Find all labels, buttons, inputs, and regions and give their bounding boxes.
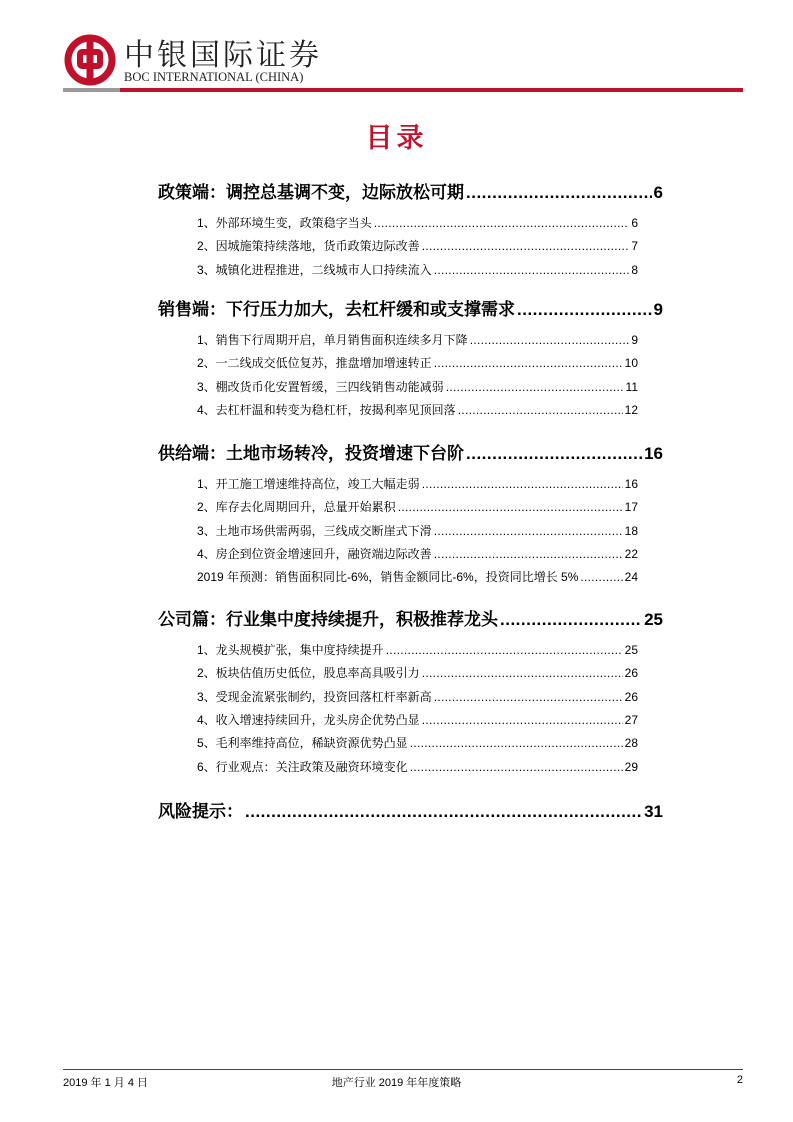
dot-leader [434, 690, 623, 704]
footer-doc-title: 地产行业 2019 年年度策略 [331, 1077, 462, 1089]
toc-subsection[interactable] [197, 378, 638, 395]
footer-rule [63, 1069, 743, 1070]
dot-leader [410, 736, 623, 750]
dot-leader [434, 356, 623, 370]
toc-entry-page: 9 [653, 300, 663, 319]
toc-section[interactable] [158, 439, 663, 464]
dot-leader [422, 666, 623, 680]
toc-entry-label: 供给端：土地市场转冷，投资增速下台阶 [158, 444, 464, 463]
dot-leader [466, 444, 642, 464]
toc-subsection[interactable] [197, 214, 638, 231]
dot-leader [500, 610, 642, 630]
dot-leader [580, 570, 622, 584]
toc-subsection[interactable] [197, 688, 638, 705]
toc-entry-label: 2、因城施策持续落地，货币政策边际改善 [197, 239, 420, 254]
toc-entry-label: 1、销售下行周期开启，单月销售面积连续多月下降 [197, 333, 468, 347]
dot-leader [434, 524, 623, 538]
footer-date: 2019 年 1 月 4 日 [63, 1077, 148, 1089]
dot-leader [422, 477, 623, 491]
dot-leader [517, 300, 652, 320]
toc-entry-page: 8 [631, 262, 638, 277]
toc-entry-label: 1、龙头规模扩张，集中度持续提升 [197, 643, 384, 657]
toc-subsection[interactable] [197, 545, 638, 562]
toc-section[interactable] [158, 605, 663, 630]
dot-leader [422, 713, 623, 727]
toc-entry-page: 26 [624, 689, 638, 704]
toc-subsection[interactable] [197, 261, 638, 278]
toc-entry-label: 4、去杠杆温和转变为稳杠杆，按揭利率见顶回落 [197, 402, 456, 417]
toc-entry-label: 3、城镇化进程推进，二线城市人口持续流入 [197, 262, 432, 277]
dot-leader [446, 380, 624, 394]
dot-leader [386, 643, 623, 657]
toc-section[interactable] [158, 797, 663, 822]
dot-leader [245, 802, 642, 822]
dot-leader [374, 216, 630, 230]
toc-entry-label: 1、外部环境生变，政策稳字当头 [197, 216, 372, 230]
toc-entry-page: 22 [624, 546, 638, 561]
dot-leader [434, 263, 630, 277]
toc-entry-label: 政策端：调控总基调不变，边际放松可期 [158, 183, 464, 202]
toc-entry-page: 16 [624, 477, 638, 491]
toc-entry-page: 16 [644, 444, 663, 463]
toc-entry-label: 销售端：下行压力加大，去杠杆缓和或支撑需求 [158, 300, 515, 319]
toc-entry-label: 公司篇：行业集中度持续提升，积极推荐龙头 [158, 610, 498, 629]
dot-leader [422, 239, 630, 253]
toc-entry-page: 6 [631, 216, 638, 230]
brand-name-cn: 中银国际证券 [124, 38, 322, 73]
toc-entry-label: 1、开工施工增速维持高位，竣工大幅走弱 [197, 477, 420, 491]
toc-entry-label: 风险提示： [158, 802, 243, 821]
brand-name-en: BOC INTERNATIONAL (CHINA) [124, 70, 304, 84]
toc-entry-page: 9 [631, 333, 638, 347]
toc-subsection[interactable] [197, 641, 638, 658]
toc-entry-page: 12 [624, 402, 638, 417]
toc-entry-label: 3、棚改货币化安置暂缓，三四线销售动能减弱 [197, 379, 444, 394]
toc-entry-label: 2、板块估值历史低位，股息率高具吸引力 [197, 666, 420, 681]
toc-entry-label: 2、库存去化周期回升，总量开始累积 [197, 500, 396, 515]
toc-entry-page: 29 [624, 759, 638, 774]
toc-title: 目录 [365, 123, 428, 153]
toc-entry-label: 6、行业观点：关注政策及融资环境变化 [197, 759, 408, 774]
toc-subsection[interactable] [197, 354, 638, 371]
dot-leader [466, 183, 652, 203]
toc-entry-label: 5、毛利率维持高位，稀缺资源优势凸显 [197, 736, 408, 751]
toc-subsection[interactable] [197, 401, 638, 418]
toc-subsection[interactable] [197, 734, 638, 751]
toc-subsection[interactable] [197, 568, 638, 585]
dot-leader [398, 500, 623, 514]
toc-section[interactable] [158, 178, 663, 203]
toc-subsection[interactable] [197, 475, 638, 492]
toc-entry-page: 17 [624, 500, 638, 515]
toc-subsection[interactable] [197, 711, 638, 728]
toc-subsection[interactable] [197, 498, 638, 515]
toc-subsection[interactable] [197, 758, 638, 775]
toc-entry-page: 7 [631, 239, 638, 254]
dot-leader [410, 760, 623, 774]
toc-entry-label: 3、受现金流紧张制约，投资回落杠杆率新高 [197, 689, 432, 704]
toc-entry-label: 2019 年预测：销售面积同比-6%，销售金额同比-6%，投资同比增长 5% [197, 570, 579, 585]
dot-leader [434, 547, 623, 561]
toc-subsection[interactable] [197, 522, 638, 539]
toc-entry-page: 31 [644, 802, 663, 821]
toc-entry-page: 6 [653, 183, 663, 202]
toc-entry-page: 18 [624, 523, 638, 538]
footer-page-number: 2 [736, 1074, 743, 1086]
toc-section[interactable] [158, 295, 663, 320]
toc-entry-page: 25 [624, 643, 638, 657]
header-rule-red [120, 88, 743, 92]
toc-entry-label: 4、房企到位资金增速回升，融资端边际改善 [197, 546, 432, 561]
toc-subsection[interactable] [197, 331, 638, 348]
toc-entry-page: 28 [624, 736, 638, 751]
header-rule-gray [63, 88, 120, 92]
toc-entry-page: 24 [624, 570, 638, 585]
toc-subsection[interactable] [197, 664, 638, 681]
toc-entry-page: 11 [625, 379, 638, 394]
toc-entry-page: 10 [624, 356, 638, 371]
toc-subsection[interactable] [197, 237, 638, 254]
toc-entry-label: 3、土地市场供需两弱，三线成交断崖式下滑 [197, 523, 432, 538]
toc-entry-page: 26 [624, 666, 638, 681]
toc-entry-page: 25 [644, 610, 663, 629]
toc-entry-label: 4、收入增速持续回升，龙头房企优势凸显 [197, 712, 420, 727]
toc-entry-page: 27 [624, 712, 638, 727]
boc-logo-icon [64, 34, 116, 86]
dot-leader [470, 333, 630, 347]
toc-entry-label: 2、一二线成交低位复苏，推盘增加增速转正 [197, 356, 432, 371]
dot-leader [458, 403, 623, 417]
